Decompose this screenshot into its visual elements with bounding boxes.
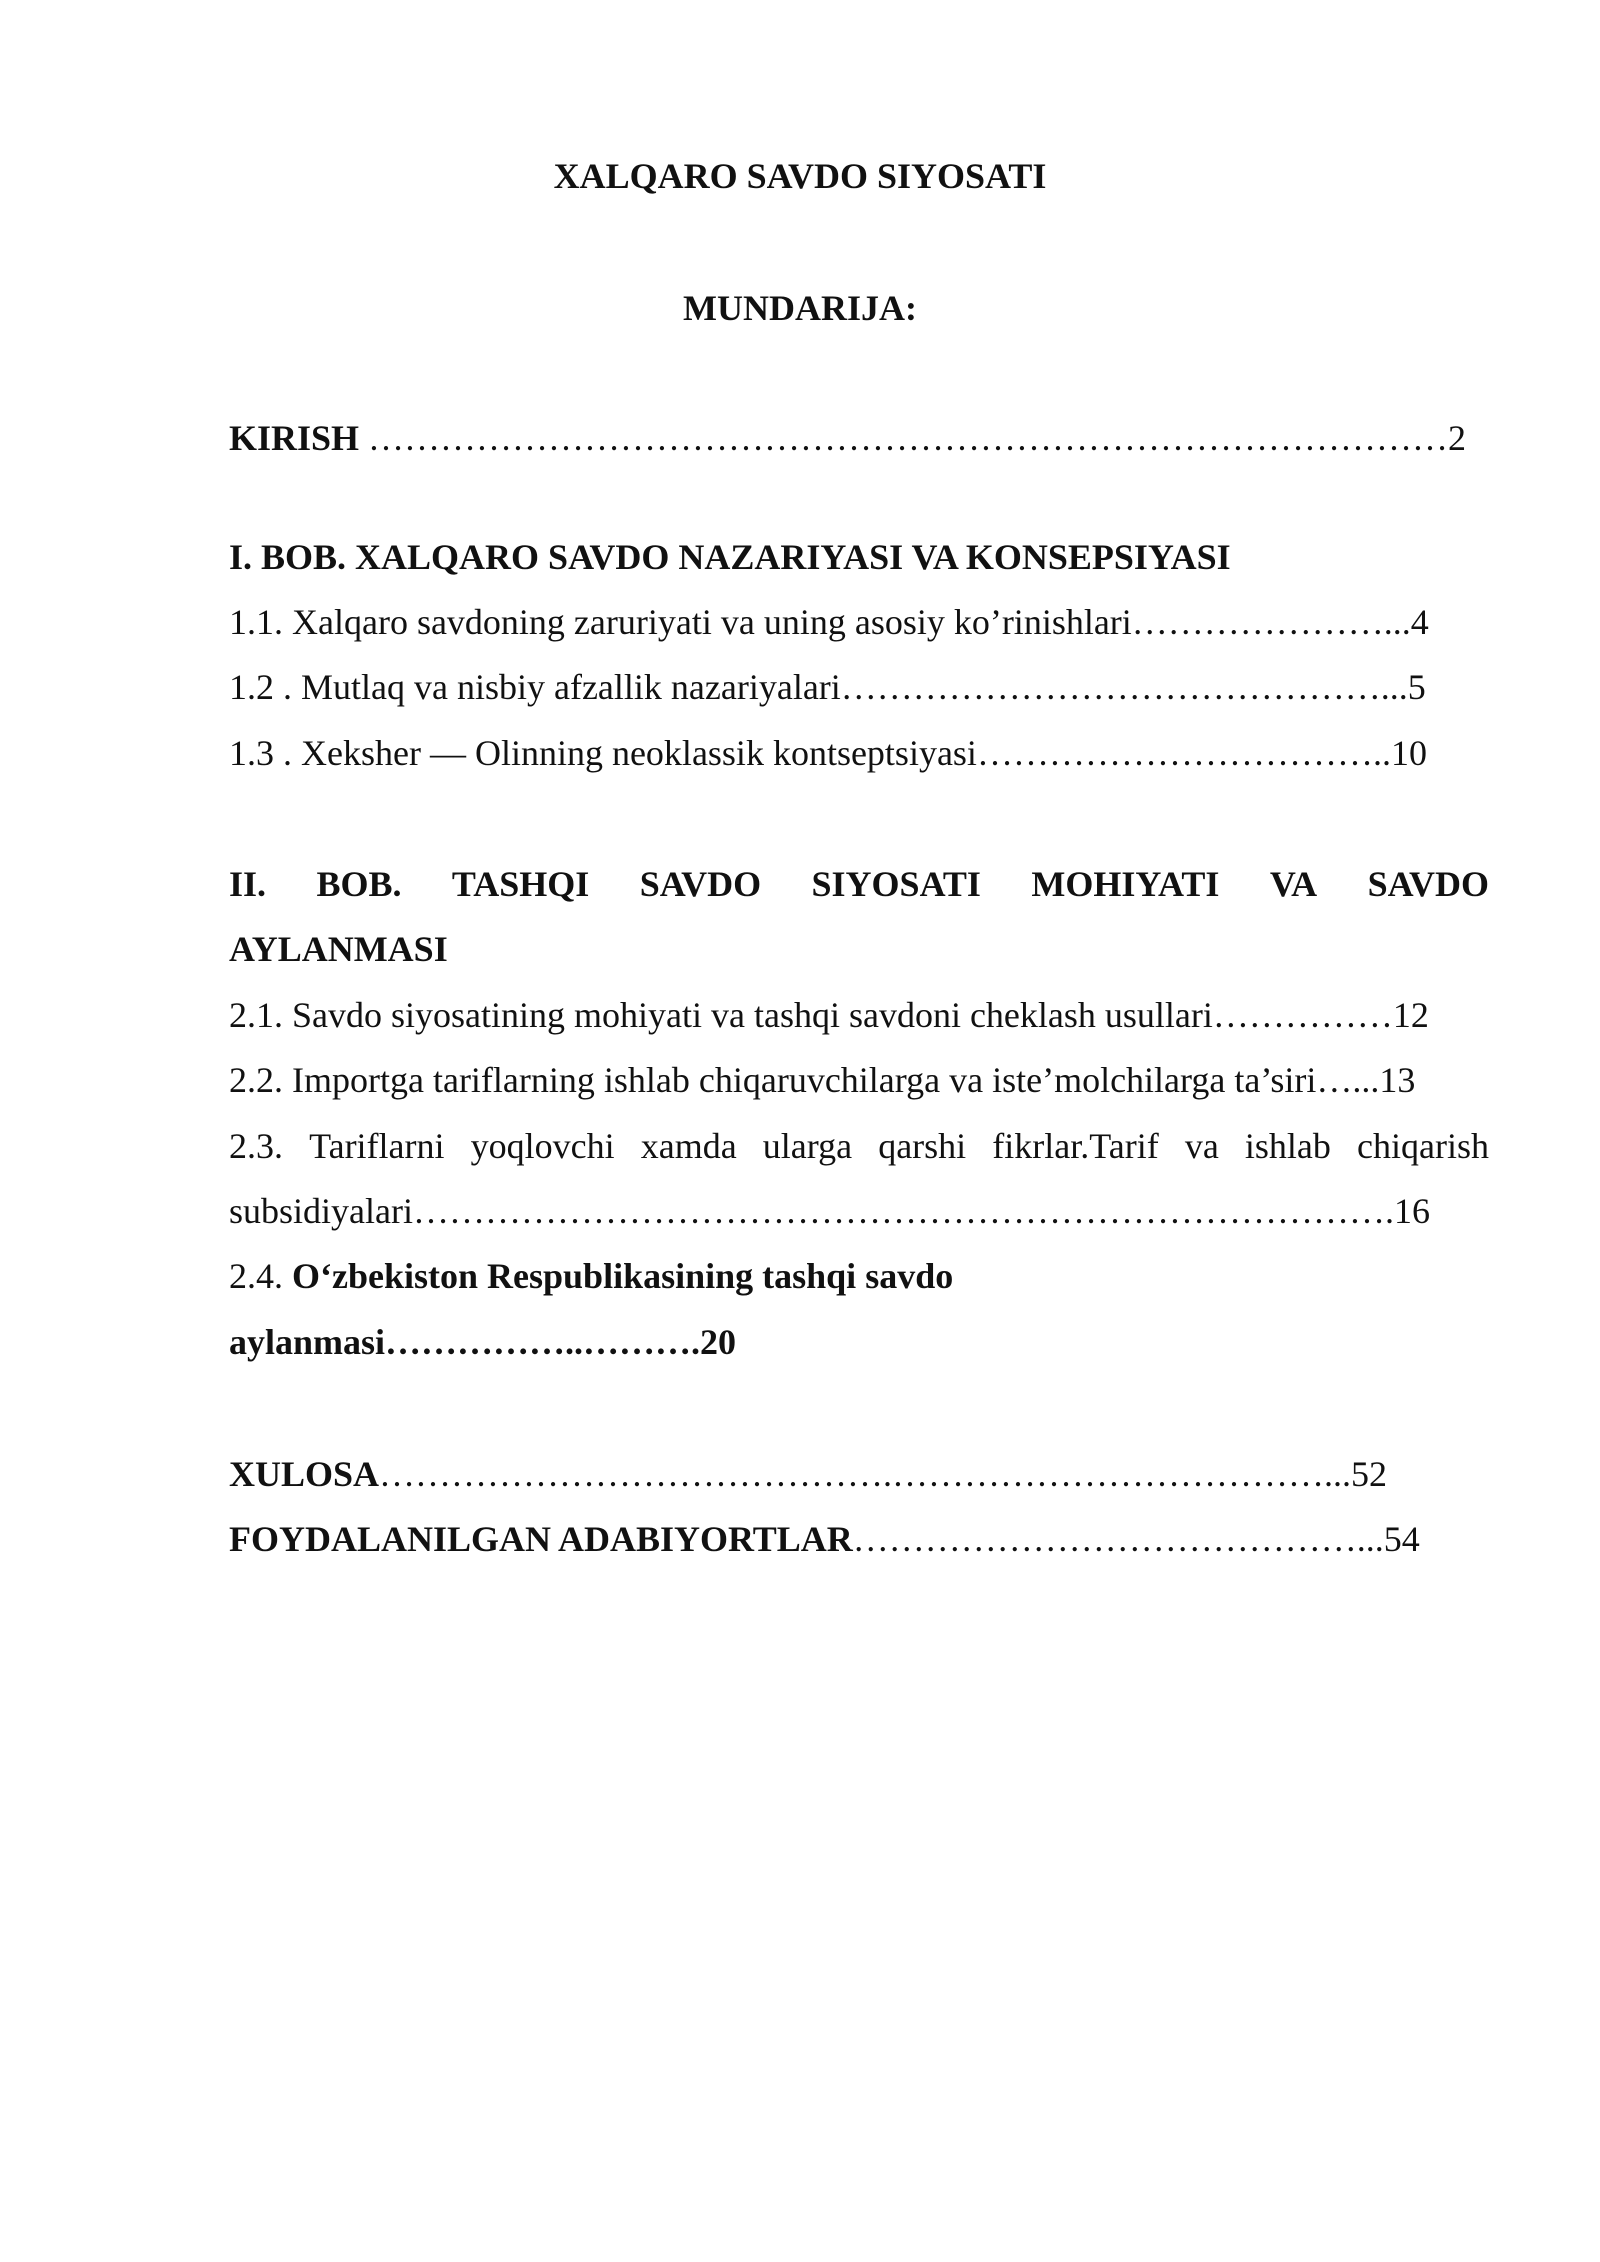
toc-dots: ……………	[1212, 995, 1393, 1035]
heading-word: MOHIYATI	[1031, 864, 1220, 904]
toc-entry-text: 2.2. Importga tariflarning ishlab chiqaruvchilarga va iste’molchilarga ta’siri	[229, 1060, 1317, 1100]
entry-word: yoqlovchi	[470, 1126, 615, 1166]
toc-dots: …………………...	[1131, 602, 1411, 642]
chapter-2-heading-continued: AYLANMASI	[229, 929, 448, 969]
heading-word: SAVDO	[1367, 864, 1489, 904]
toc-dots: ………………………………………...	[840, 667, 1408, 707]
toc-entry-2-4	[229, 1254, 1489, 1298]
entry-word: 2.3.	[229, 1126, 283, 1166]
toc-page-number: 4	[1410, 602, 1429, 642]
toc-entry-label: XULOSA	[229, 1454, 380, 1494]
toc-entry-1-3	[229, 731, 1489, 775]
entry-word: chiqarish	[1357, 1126, 1489, 1166]
toc-entry-text: 2.1. Savdo siyosatining mohiyati va tashqi savdoni cheklash usullari	[229, 995, 1213, 1035]
heading-word: TASHQI	[451, 864, 590, 904]
toc-entry-text: 1.3 . Xeksher — Olinning neoklassik kontseptsiyasi	[229, 733, 977, 773]
toc-page-number: 16	[1393, 1191, 1430, 1231]
toc-dots: ………………………………………………………………………………	[359, 418, 1449, 458]
entry-word: qarshi	[878, 1126, 967, 1166]
toc-entry-2-1	[229, 993, 1489, 1037]
toc-entry-2-2	[229, 1058, 1489, 1102]
heading-word: SAVDO	[639, 864, 762, 904]
entry-word: ularga	[762, 1126, 853, 1166]
entry-word: fikrlar.Tarif	[992, 1126, 1159, 1166]
toc-page-number: 10	[1390, 733, 1427, 773]
toc-entry-conclusion	[229, 1452, 1489, 1496]
toc-dots: …………………………………….………………………………...	[379, 1454, 1352, 1494]
toc-page-number: 54	[1383, 1519, 1420, 1559]
heading-word: II.	[229, 864, 267, 904]
entry-word: ishlab	[1244, 1126, 1331, 1166]
heading-word: SIYOSATI	[811, 864, 981, 904]
toc-dots: ……………………………………………………………………….	[412, 1191, 1394, 1231]
contents-heading: MUNDARIJA:	[683, 288, 917, 328]
toc-entry-text: O‘zbekiston Respublikasining tashqi savdo	[292, 1256, 954, 1296]
toc-entry-text: aylanmasi	[229, 1322, 386, 1362]
toc-dots: ……………………………..	[976, 733, 1391, 773]
toc-dots: ……………..……….	[385, 1322, 701, 1362]
toc-page-number: 13	[1379, 1060, 1416, 1100]
toc-entry-label: KIRISH	[229, 418, 360, 458]
toc-entry-2-3-continued	[229, 1189, 1489, 1233]
heading-word: BOB.	[316, 864, 402, 904]
entry-word: xamda	[640, 1126, 737, 1166]
toc-entry-2-3	[229, 1124, 1489, 1168]
toc-entry-intro	[229, 416, 1489, 460]
entry-word: Tariflarni	[309, 1126, 445, 1166]
toc-dots: ……………………………………...	[852, 1519, 1384, 1559]
toc-page-number: 20	[700, 1322, 737, 1362]
entry-word: va	[1184, 1126, 1219, 1166]
toc-entry-references	[229, 1517, 1489, 1561]
toc-page-number: 5	[1407, 667, 1426, 707]
toc-page-number: 2	[1448, 418, 1467, 458]
chapter-1-heading: I. BOB. XALQARO SAVDO NAZARIYASI VA KONSEPSIYASI	[229, 537, 1231, 577]
toc-page-number: 12	[1392, 995, 1429, 1035]
toc-entry-number: 2.4.	[229, 1256, 283, 1296]
chapter-2-heading	[229, 862, 1489, 906]
toc-dots: …...	[1316, 1060, 1380, 1100]
document-title: XALQARO SAVDO SIYOSATI	[553, 156, 1047, 196]
toc-entry-1-2	[229, 665, 1489, 709]
toc-entry-2-4-continued	[229, 1320, 1489, 1364]
toc-entry-1-1	[229, 600, 1489, 644]
toc-entry-text: 1.2 . Mutlaq va nisbiy afzallik nazariyalari	[229, 667, 841, 707]
toc-page-number: 52	[1351, 1454, 1388, 1494]
toc-entry-label: FOYDALANILGAN ADABIYORTLAR	[229, 1519, 853, 1559]
heading-word: VA	[1269, 864, 1318, 904]
toc-entry-text: subsidiyalari	[229, 1191, 413, 1231]
toc-entry-text: 1.1. Xalqaro savdoning zaruriyati va uning asosiy ko’rinishlari	[229, 602, 1132, 642]
